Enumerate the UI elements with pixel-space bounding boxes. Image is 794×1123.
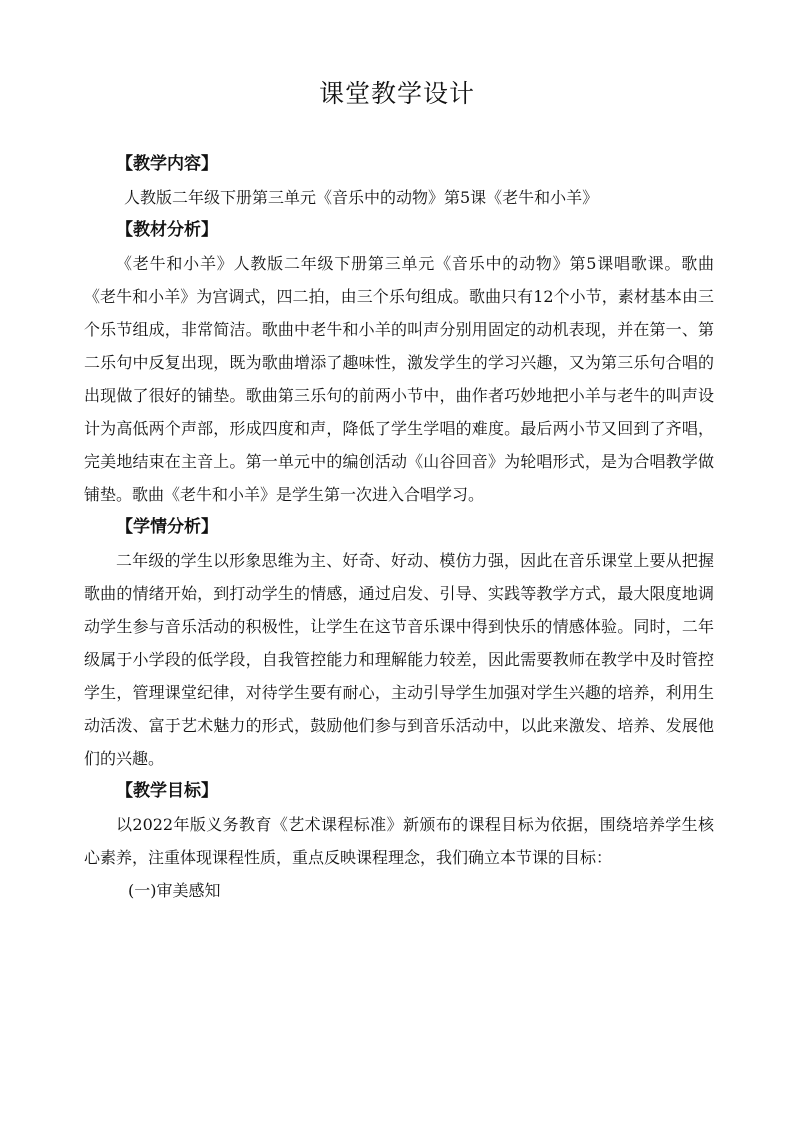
section-heading-material-analysis: 【教材分析】 xyxy=(116,220,218,240)
document-body xyxy=(84,148,714,907)
section-heading-teaching-content: 【教学内容】 xyxy=(116,154,218,174)
material-analysis-paragraph: 《老牛和小羊》人教版二年级下册第三单元《音乐中的动物》第5课唱歌课。歌曲《老牛和小羊》为宫调式，四二拍，由三个乐句组成。歌曲只有12个小节，素材基本由三个乐节组成，非常简洁。歌曲中老牛和小羊的叫声分别用固定的动机表现，并在第一、第二乐句中反复出现，既为歌曲增添了趣味性，激发学生的学习兴趣，又为第三乐句合唱的出现做了很好的铺垫。歌曲第三乐句的前两小节中，曲作者巧妙地把小羊与老牛的叫声设计为高低两个声部，形成四度和声，降低了学生学唱的难度。最后两小节又回到了齐唱，完美地结束在主音上。第一单元中的编创活动《山谷回音》为轮唱形式，是为合唱教学做铺垫。歌曲《老牛和小羊》是学生第一次进入合唱学习。 xyxy=(84,254,714,504)
objective-subheading-aesthetic-perception: (一)审美感知 xyxy=(128,881,221,900)
teaching-content-text: 人教版二年级下册第三单元《音乐中的动物》第5课《老牛和小羊》 xyxy=(124,188,599,207)
document-title: 课堂教学设计 xyxy=(318,79,475,108)
student-analysis-paragraph: 二年级的学生以形象思维为主、好奇、好动、模仿力强，因此在音乐课堂上要从把握歌曲的情绪开始，到打动学生的情感，通过启发、引导、实践等教学方式，最大限度地调动学生参与音乐活动的积极性，让学生在这节音乐课中得到快乐的情感体验。同时，二年级属于小学段的低学段，自我管控能力和理解能力较差，因此需要教师在教学中及时管控学生，管理课堂纪律，对待学生要有耐心，主动引导学生加强对学生兴趣的培养，利用生动活泼、富于艺术魅力的形式，鼓励他们参与到音乐活动中，以此来激发、培养、发展他们的兴趣。 xyxy=(84,551,714,768)
teaching-objectives-paragraph: 以2022年版义务教育《艺术课程标准》新颁布的课程目标为依据，围绕培养学生核心素养，注重体现课程性质，重点反映课程理念，我们确立本节课的目标： xyxy=(84,815,714,867)
section-heading-student-analysis: 【学情分析】 xyxy=(116,517,218,537)
section-heading-teaching-objectives: 【教学目标】 xyxy=(116,781,218,801)
